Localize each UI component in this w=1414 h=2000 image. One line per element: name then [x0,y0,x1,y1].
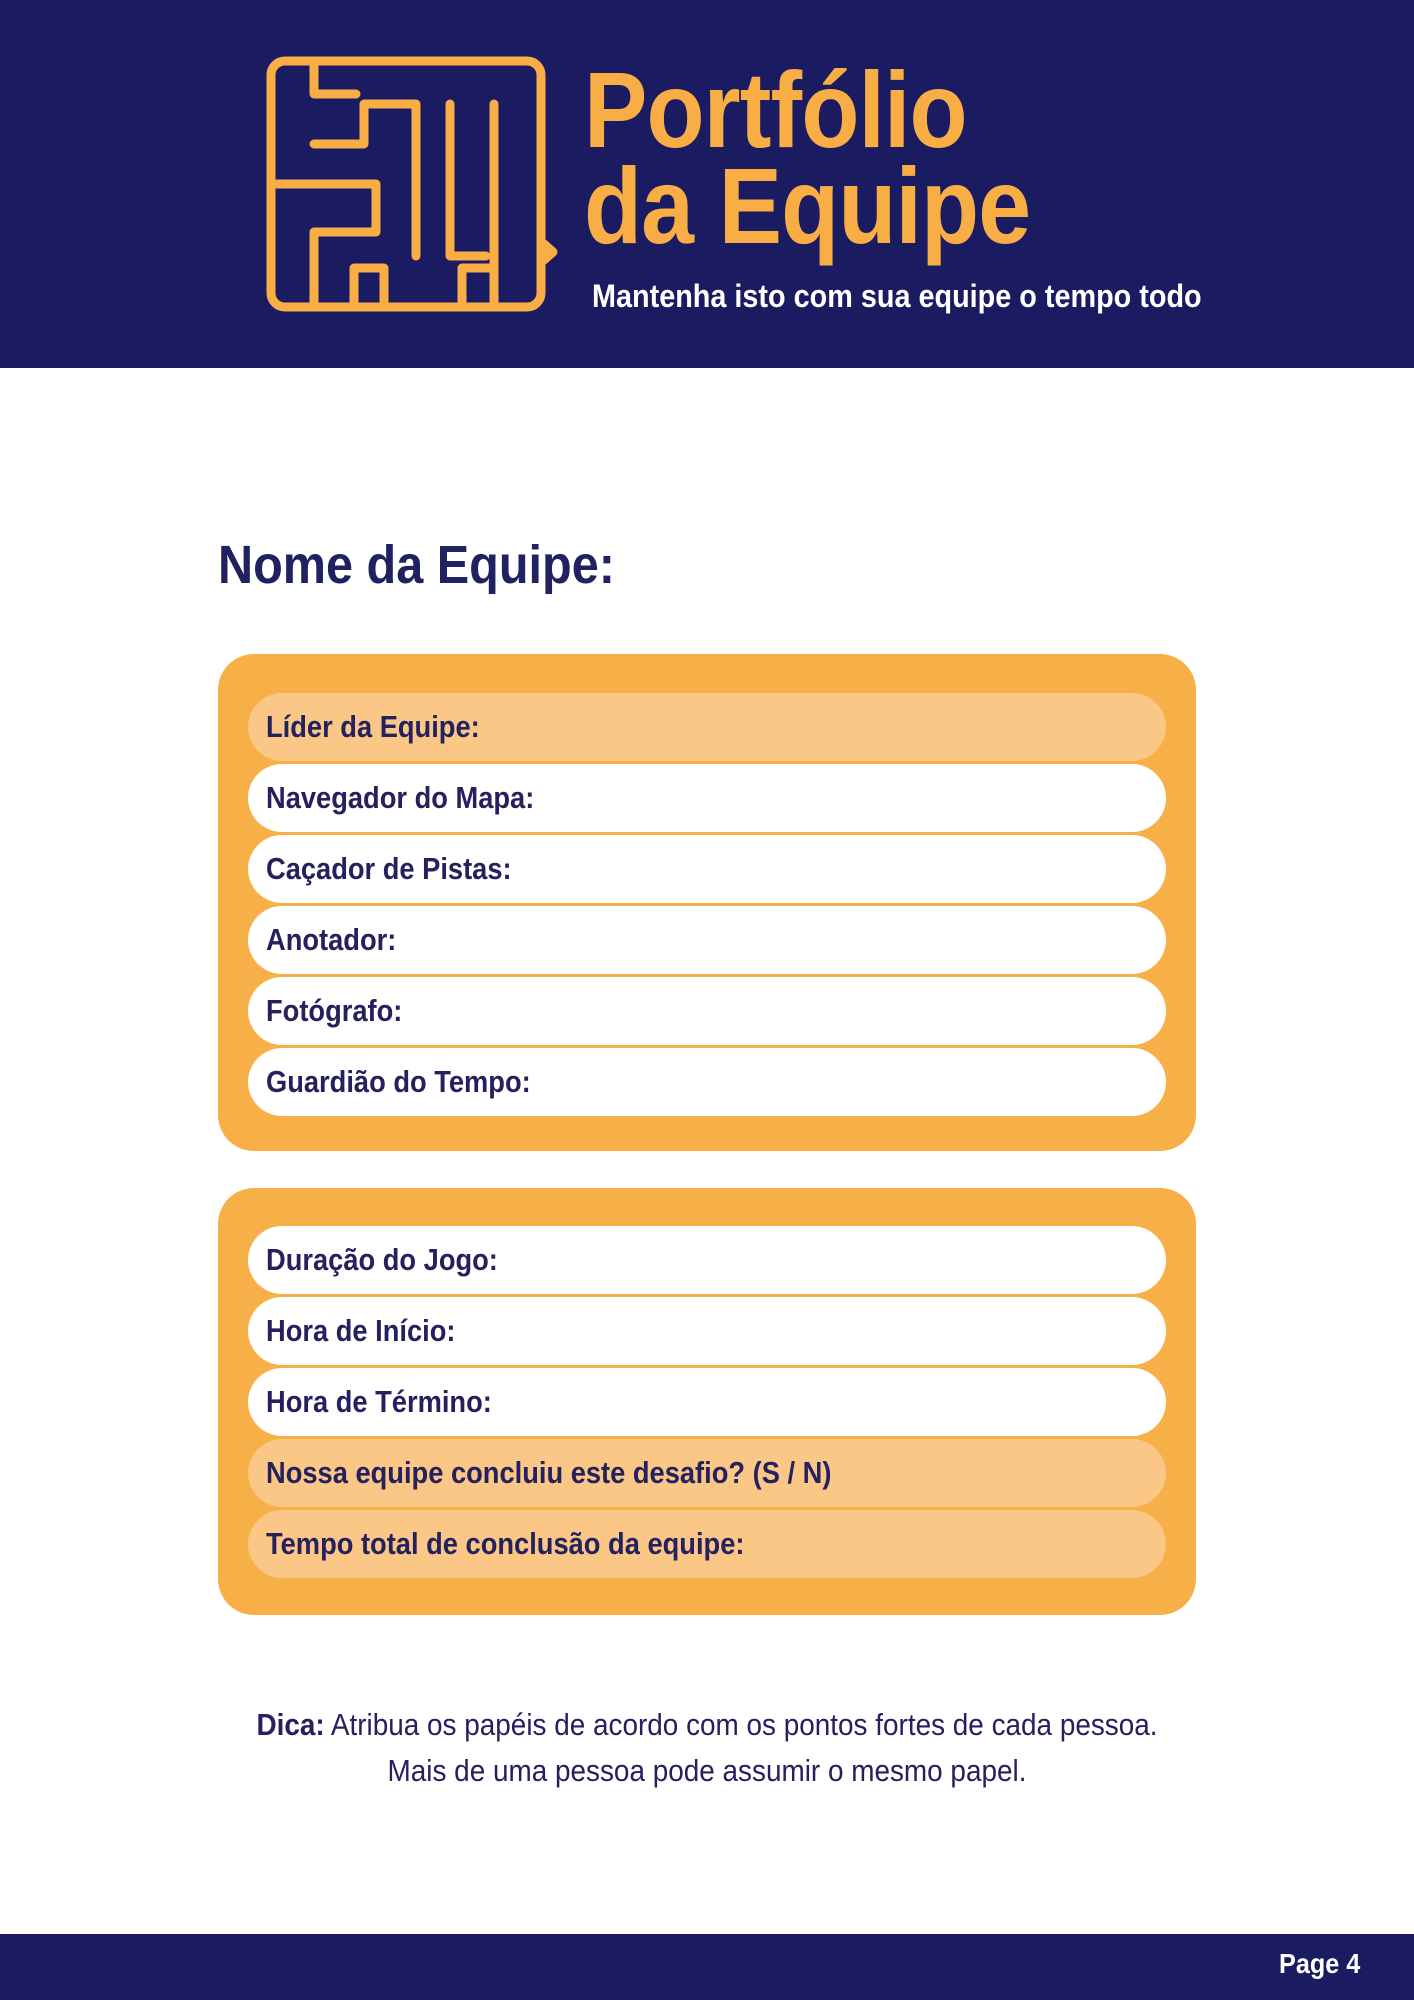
role-label: Fotógrafo: [266,993,403,1028]
footer-bar [0,1934,1414,2000]
title-line-1: Portfólio [584,49,967,170]
time-label: Duração do Jogo: [266,1242,498,1277]
title-line-2: da Equipe [584,145,1031,266]
tip-line-2: Mais de uma pessoa pode assumir o mesmo papel. [387,1753,1027,1788]
role-row-note-taker[interactable] [248,906,1166,974]
tip-lead: Dica: [256,1707,325,1742]
role-label: Guardião do Tempo: [266,1064,531,1099]
role-row-timekeeper[interactable] [248,1048,1166,1116]
time-label: Hora de Término: [266,1384,492,1419]
role-label: Caçador de Pistas: [266,851,512,886]
time-row-duration[interactable] [248,1226,1166,1294]
role-row-navigator[interactable] [248,764,1166,832]
time-label: Hora de Início: [266,1313,456,1348]
tip-text [0,1702,1414,1794]
roles-card [218,654,1196,1151]
time-label: Tempo total de conclusão da equipe: [266,1526,745,1561]
time-row-total[interactable] [248,1510,1166,1578]
page-subtitle: Mantenha isto com sua equipe o tempo todo [592,278,1202,314]
page-number: Page 4 [1278,1948,1360,1979]
tip-body: Atribua os papéis de acordo com os pontos fortes de cada pessoa. [330,1707,1158,1742]
time-row-end[interactable] [248,1368,1166,1436]
tip-line-1 [71,1702,1344,1748]
role-row-clue-hunter[interactable] [248,835,1166,903]
role-label: Líder da Equipe: [266,709,480,744]
maze-icon [266,56,558,312]
time-label: Nossa equipe concluiu este desafio? (S / N) [266,1455,832,1490]
time-row-completed[interactable] [248,1439,1166,1507]
page-title [584,49,1031,266]
role-label: Anotador: [266,922,397,957]
header-banner [0,0,1414,368]
role-row-photographer[interactable] [248,977,1166,1045]
team-name-label: Nome da Equipe: [218,535,615,595]
time-card [218,1188,1196,1615]
role-row-leader[interactable] [248,693,1166,761]
time-row-start[interactable] [248,1297,1166,1365]
role-label: Navegador do Mapa: [266,780,535,815]
